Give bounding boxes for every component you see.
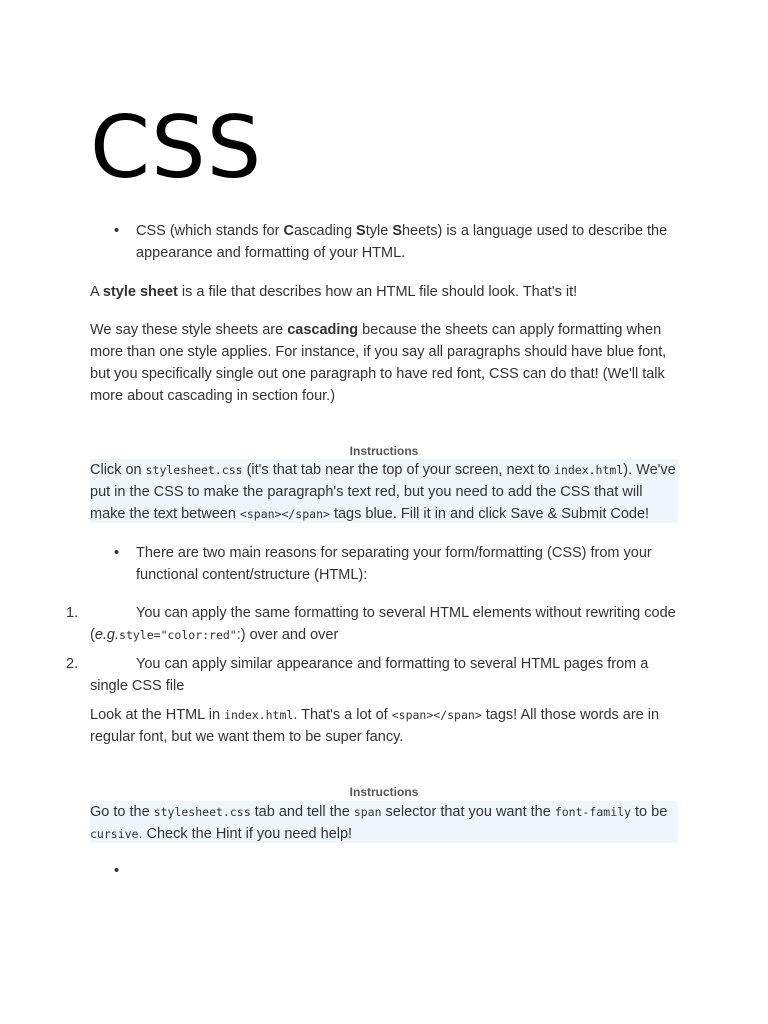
instructions-text: Click on stylesheet.css (it's that tab near the top of your screen, next to index.html). We've put in the CSS to make the paragraph's text red, but you need to add the CSS that will make the text between <span></span> tags blue. Fill it in and click Save & Submit Code! [90,462,676,522]
instructions-box [90,459,678,523]
code-stylesheet: stylesheet.css [153,805,251,819]
code-index: index.html [224,708,294,722]
cascading-paragraph: We say these style sheets are cascading because the sheets can apply formatting when more than one style applies. For instance, if you say all paragraphs should have blue font, but you specifically single out one paragraph to have red font, CSS can do that! (We'll talk more about cascading in section four.) [90,322,667,404]
reason-item-1: 1. You can apply the same formatting to several HTML elements without rewriting code (e.g.style="color:red":) over and over [90,602,678,646]
instructions-text-2: Go to the stylesheet.css tab and tell the span selector that you want the font-family to be cursive. Check the Hint if you need help! [90,804,668,842]
reasons-bullet: • There are two main reasons for separating your form/formatting (CSS) from your functional content/structure (HTML): [136,542,676,586]
code-span: span [353,805,382,819]
instructions-heading-2: Instructions [349,785,419,799]
instructions-heading: Instructions [349,444,419,458]
list-number: 2. [66,656,79,672]
stylesheet-paragraph: A style sheet is a file that describes how an HTML file should look. That's it! [90,284,578,300]
intro-bullet: • CSS (which stands for Cascading Style Sheets) is a language used to describe the appearance and formatting of your HTML. [136,220,676,264]
code-cursive: cursive [90,827,139,841]
page-title: CSS [90,98,263,198]
reason-item-2: 2. You can apply similar appearance and formatting to several HTML pages from a single CSS file [90,653,678,697]
code-span-tags: <span></span> [239,507,330,521]
instructions-box-2 [90,801,678,843]
look-paragraph: Look at the HTML in index.html. That's a lot of <span></span> tags! All those words are in regular font, but we want them to be super fancy. [90,707,660,745]
code-inline-style: style="color:red" [119,628,237,642]
code-index: index.html [554,463,624,477]
empty-bullet: • [114,863,120,879]
code-font-family: font-family [554,805,631,819]
code-span-tags: <span></span> [391,708,482,722]
list-number: 1. [66,605,79,621]
code-stylesheet: stylesheet.css [145,463,243,477]
